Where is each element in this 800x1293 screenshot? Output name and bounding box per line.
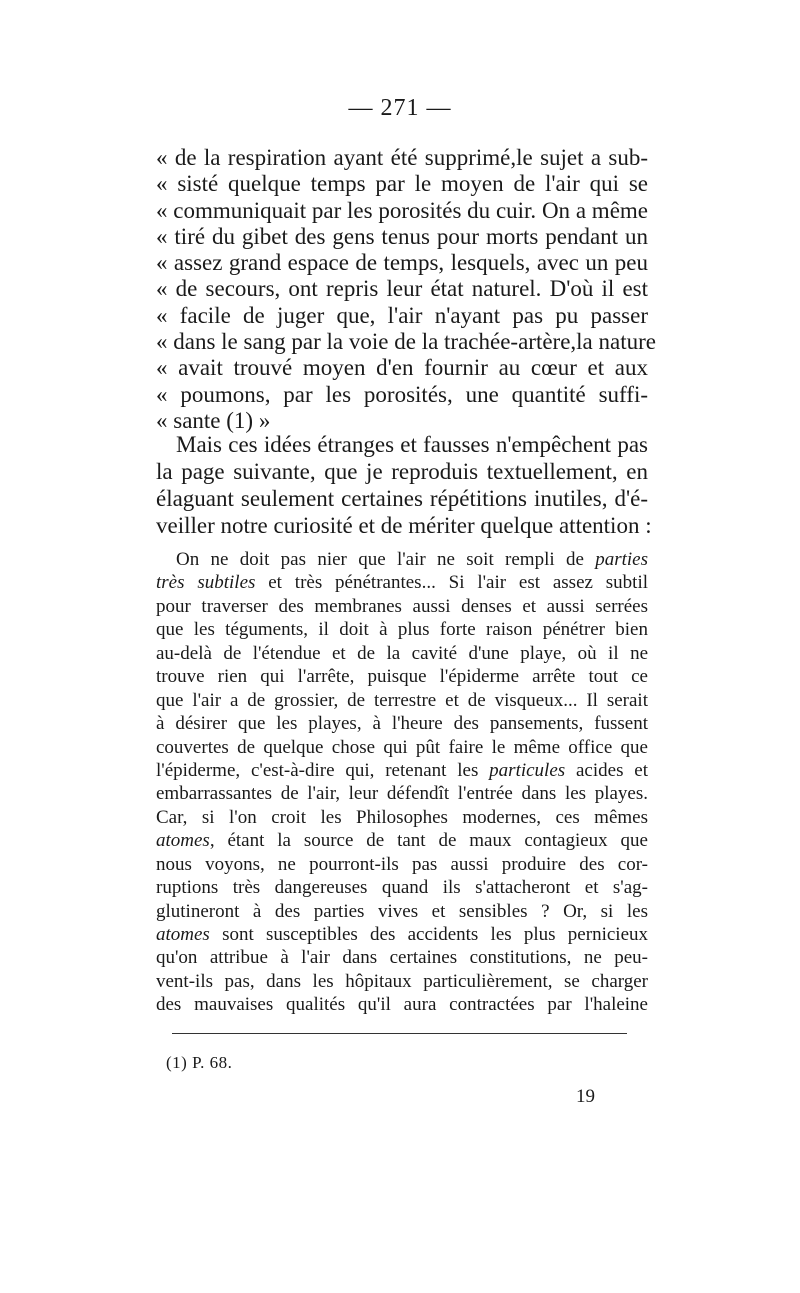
citation-line bbox=[156, 923, 648, 946]
citation-text: au-delà de l'étendue et de la cavité d'une playe, où il ne bbox=[156, 642, 648, 664]
citation-text: nous voyons, ne pourront-ils pas aussi produire des cor- bbox=[156, 853, 648, 875]
citation-text: trouve rien qui l'arrête, puisque l'épiderme arrête tout ce bbox=[156, 666, 648, 688]
citation-line bbox=[156, 970, 648, 993]
citation-passage bbox=[156, 548, 648, 1017]
citation-line bbox=[156, 689, 648, 712]
intro-line: veiller notre curiosité et de mériter quelque attention : bbox=[156, 513, 652, 538]
citation-line bbox=[156, 642, 648, 665]
citation-line bbox=[156, 595, 648, 618]
quote-line: « dans le sang par la voie de la trachée-artère,la nature bbox=[156, 329, 656, 355]
citation-text: acides et bbox=[565, 759, 649, 781]
citation-line bbox=[156, 946, 648, 969]
citation-line bbox=[156, 806, 648, 829]
footnote-rule bbox=[172, 1033, 627, 1034]
quote-line: « sisté quelque temps par le moyen de l'air qui se bbox=[156, 171, 648, 197]
quote-line: « tiré du gibet des gens tenus pour morts pendant un bbox=[156, 223, 648, 249]
citation-text: et très pénétrantes... Si l'air est assez subtil bbox=[255, 572, 649, 594]
citation-text: l'épiderme, c'est-à-dire qui, retenant les bbox=[156, 759, 490, 781]
quote-line: « de la respiration ayant été supprimé,le sujet a sub- bbox=[156, 145, 648, 170]
citation-line bbox=[156, 736, 648, 759]
citation-line bbox=[156, 829, 648, 852]
citation-text: ruptions très dangereuses quand ils s'attacheront et s'ag- bbox=[156, 877, 648, 899]
footnote: (1) P. 68. bbox=[166, 1053, 233, 1072]
quoted-passage bbox=[156, 145, 656, 434]
quote-line: « poumons, par les porosités, une quantité suffi- bbox=[156, 381, 648, 407]
intro-line: élaguant seulement certaines répétitions inutiles, d'é- bbox=[156, 486, 648, 511]
citation-line bbox=[156, 782, 648, 805]
citation-text: sont susceptibles des accidents les plus pernicieux bbox=[209, 924, 648, 945]
citation-text: embarrassantes de l'air, leur défendît l'entrée dans les playes. bbox=[156, 783, 648, 805]
citation-text: , étant la source de tant de maux contagieux que bbox=[209, 830, 648, 852]
quote-line: « avait trouvé moyen d'en fournir au cœur et aux bbox=[156, 355, 648, 381]
citation-text: vent-ils pas, dans les hôpitaux particulièrement, se charger bbox=[156, 970, 648, 992]
citation-text: qu'on attribue à l'air dans certaines constitutions, ne peu- bbox=[156, 947, 648, 969]
citation-italic-term: atomes bbox=[156, 830, 210, 852]
signature-mark: 19 bbox=[576, 1086, 595, 1107]
citation-text: Car, si l'on croit les Philosophes modernes, ces mêmes bbox=[156, 806, 648, 828]
citation-line bbox=[156, 993, 648, 1016]
citation-line bbox=[156, 759, 648, 782]
intro-line: Mais ces idées étranges et fausses n'empêchent pas bbox=[176, 432, 648, 457]
citation-line bbox=[156, 876, 648, 899]
citation-italic-term: très subtiles bbox=[156, 572, 256, 594]
citation-line bbox=[156, 900, 648, 923]
citation-text: On ne doit pas nier que l'air ne soit rempli de bbox=[176, 549, 596, 570]
citation-line bbox=[156, 712, 648, 735]
intro-paragraph bbox=[156, 431, 652, 539]
intro-line: la page suivante, que je reproduis textuellement, en bbox=[156, 459, 648, 484]
citation-italic-term: parties bbox=[595, 549, 648, 570]
citation-text: pour traverser des membranes aussi denses et aussi serrées bbox=[156, 595, 648, 617]
citation-text: couvertes de quelque chose qui pût faire le même office que bbox=[156, 736, 648, 758]
page-number: — 271 — bbox=[348, 95, 452, 121]
citation-text: à désirer que les playes, à l'heure des pansements, fussent bbox=[156, 713, 648, 735]
citation-italic-term: atomes bbox=[156, 924, 210, 945]
citation-line bbox=[156, 548, 648, 571]
quote-line: « facile de juger que, l'air n'ayant pas pu passer bbox=[156, 302, 648, 328]
citation-text: des mauvaises qualités qu'il aura contractées par l'haleine bbox=[156, 994, 648, 1016]
citation-line bbox=[156, 665, 648, 688]
citation-line bbox=[156, 571, 648, 594]
quote-line: « communiquait par les porosités du cuir. On a même bbox=[156, 197, 648, 223]
quote-line: « assez grand espace de temps, lesquels, avec un peu bbox=[156, 250, 648, 276]
citation-line bbox=[156, 618, 648, 641]
quote-line: « de secours, ont repris leur état naturel. D'où il est bbox=[156, 276, 648, 302]
quote-line: « sante (1) » bbox=[156, 407, 271, 433]
citation-text: glutineront à des parties vives et sensibles ? Or, si les bbox=[156, 900, 648, 922]
citation-text: que les téguments, il doit à plus forte raison pénétrer bien bbox=[156, 619, 648, 641]
citation-text: que l'air a de grossier, de terrestre et de visqueux... Il serait bbox=[156, 689, 648, 711]
citation-line bbox=[156, 853, 648, 876]
citation-italic-term: particules bbox=[489, 759, 566, 781]
